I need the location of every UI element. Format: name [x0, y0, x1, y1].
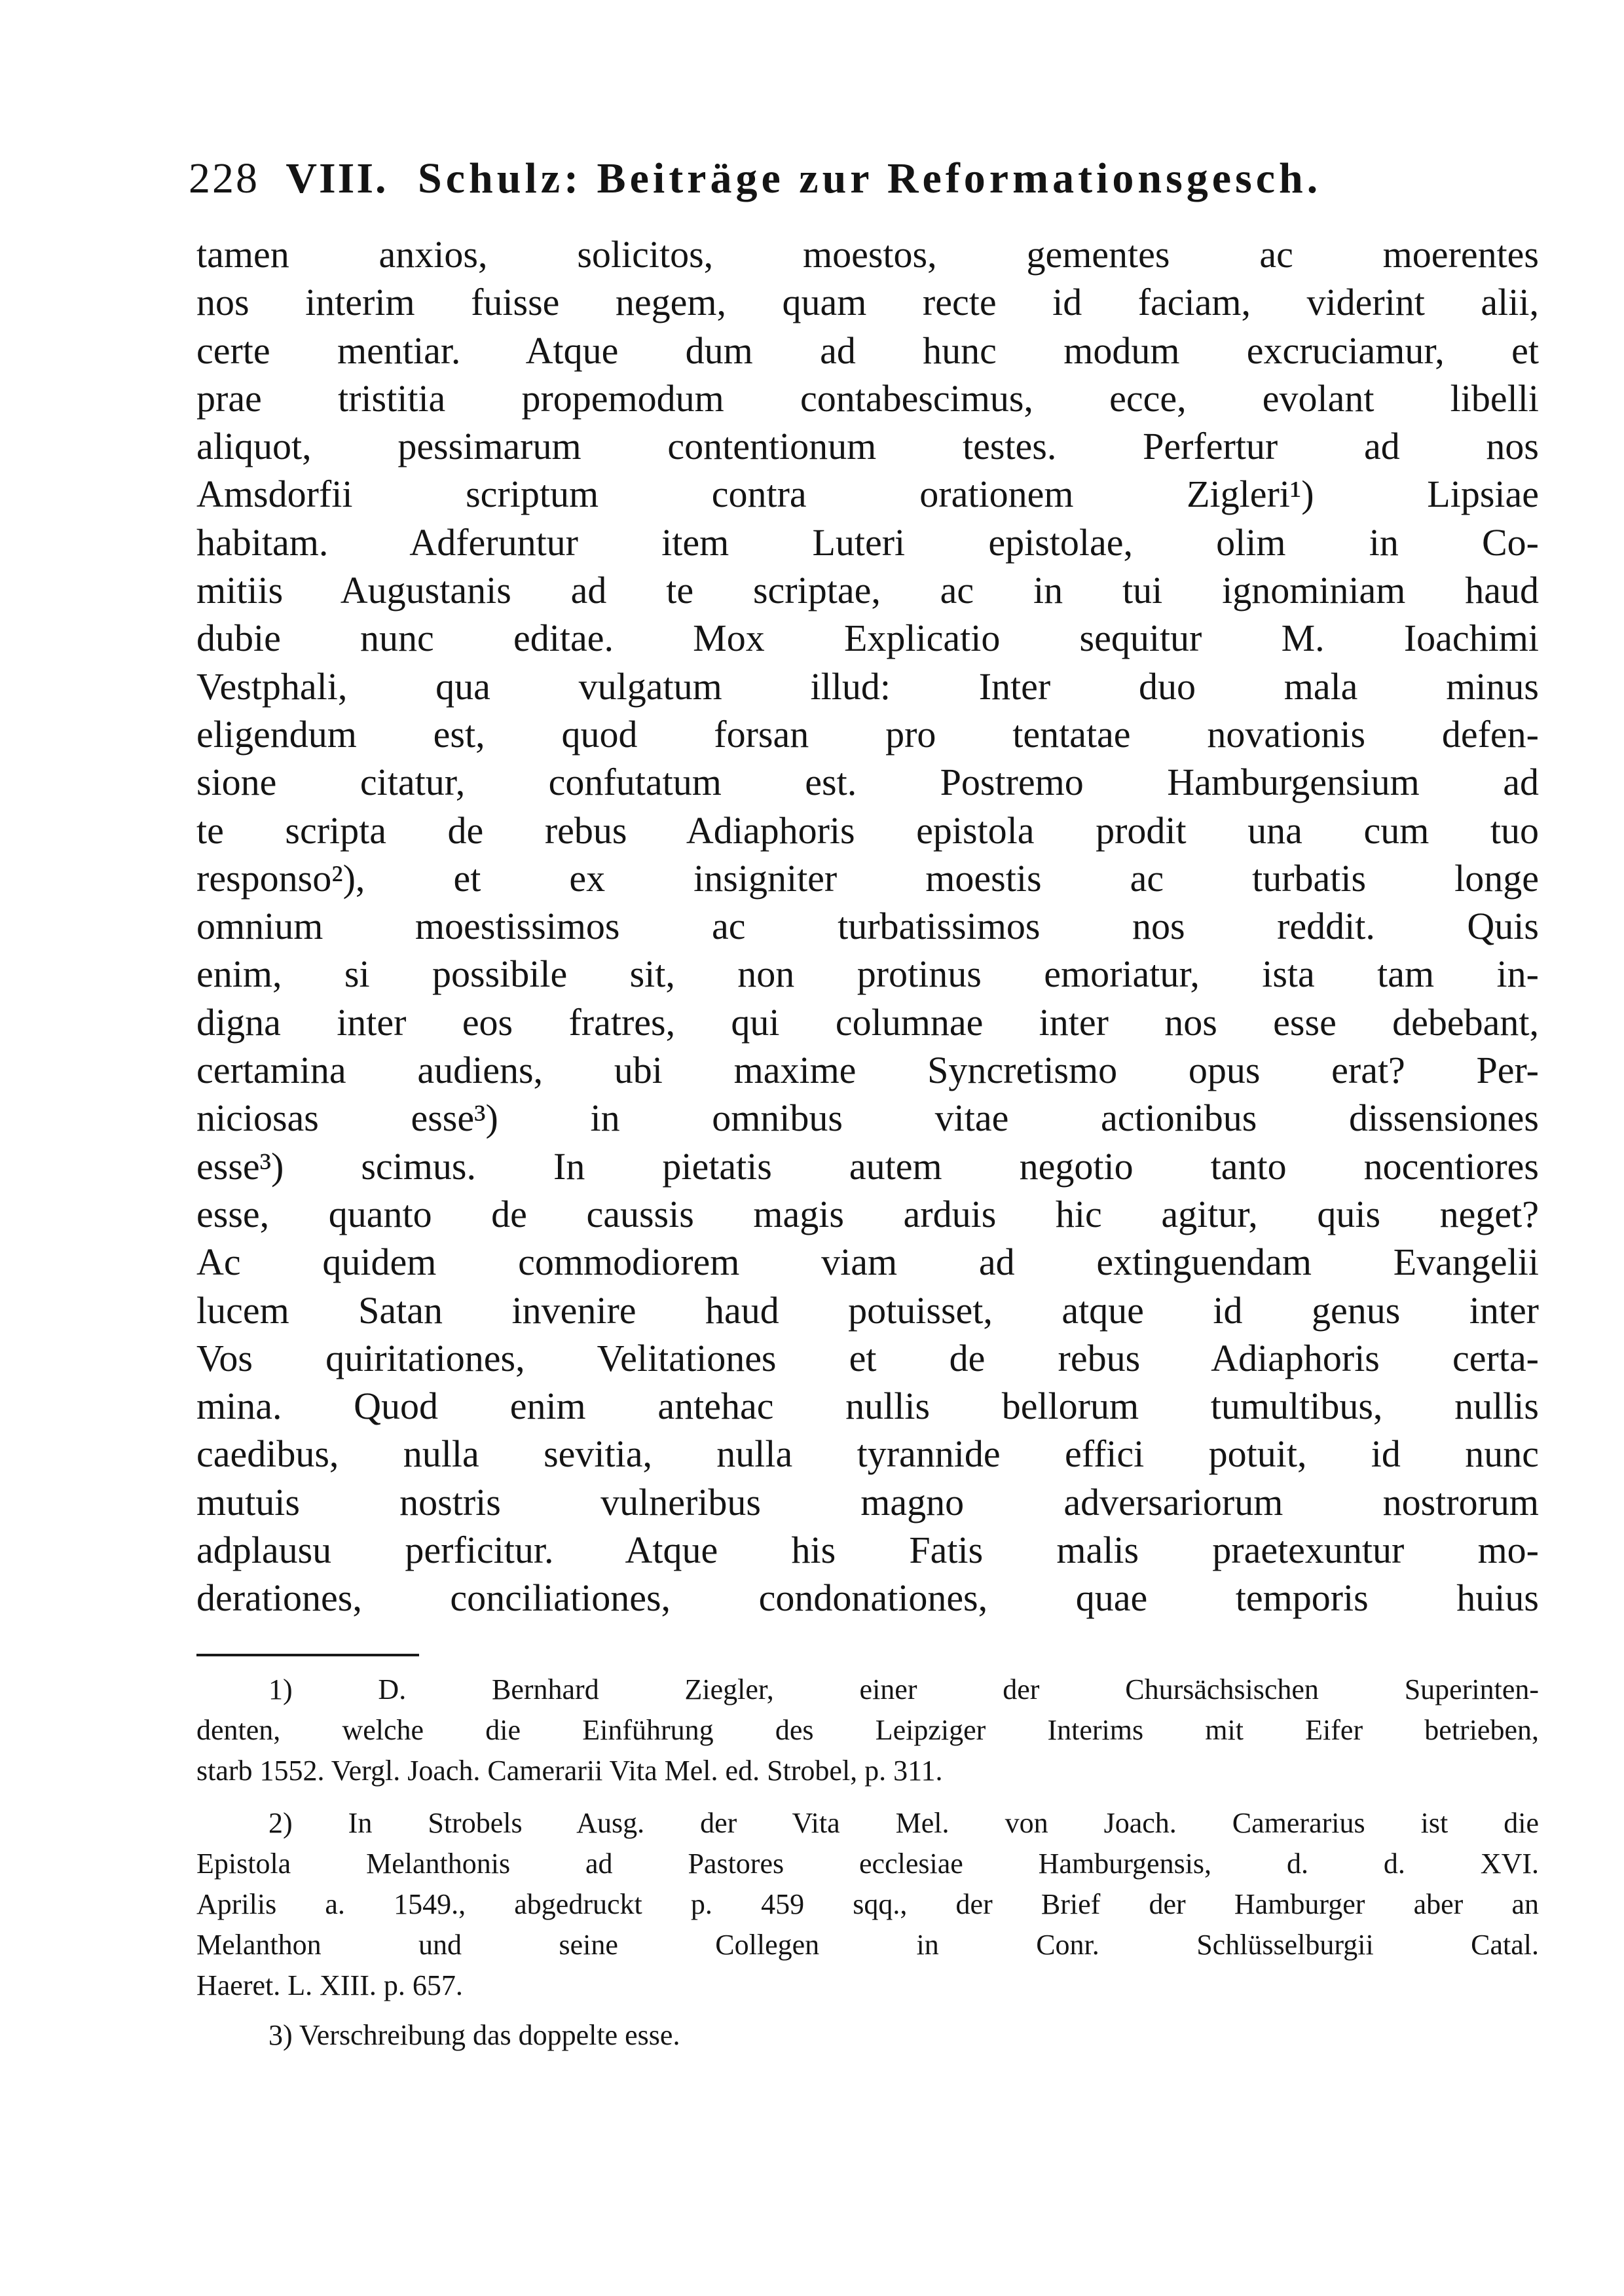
footnote-line: Epistola Melanthonis ad Pastores ecclesiae Hamburgensis, d. d. XVI. — [196, 1848, 1539, 1880]
body-line: Vestphali, qua vulgatum illud: Inter duo mala minus — [196, 665, 1539, 708]
body-line: aliquot, pessimarum contentionum testes. Perfertur ad nos — [196, 425, 1539, 468]
page-header — [189, 143, 1538, 215]
body-line: derationes, conciliationes, condonationes, quae temporis huius — [196, 1576, 1539, 1620]
body-line: prae tristitia propemodum contabescimus, ecce, evolant libelli — [196, 376, 1539, 420]
footnote-line: 1) D. Bernhard Ziegler, einer der Chursächsischen Superinten- — [268, 1673, 1539, 1705]
body-line: niciosas esse³) in omnibus vitae actionibus dissensiones — [196, 1097, 1539, 1140]
body-line: mutuis nostris vulneribus magno adversariorum nostrorum — [196, 1480, 1539, 1523]
running-title: Schulz: Beiträge zur Reformationsgesch. — [418, 155, 1322, 202]
body-line: omnium moestissimos ac turbatissimos nos reddit. Quis — [196, 905, 1539, 948]
body-text — [196, 230, 1539, 1622]
footnote-3 — [196, 2015, 1539, 2056]
body-line: tamen anxios, solicitos, moestos, gementes ac moerentes — [196, 233, 1539, 276]
body-line: responso²), et ex insigniter moestis ac turbatis longe — [196, 856, 1539, 900]
body-line: enim, si possibile sit, non protinus emoriatur, ista tam in- — [196, 953, 1539, 996]
footnote-line: denten, welche die Einführung des Leipziger Interims mit Eifer betrieben, — [196, 1714, 1539, 1746]
body-line: dubie nunc editae. Mox Explicatio sequitur M. Ioachimi — [196, 617, 1539, 660]
body-line: sione citatur, confutatum est. Postremo Hamburgensium ad — [196, 761, 1539, 804]
body-line: caedibus, nulla sevitia, nulla tyrannide effici potuit, id nunc — [196, 1432, 1539, 1476]
body-line: certe mentiar. Atque dum ad hunc modum excruciamur, et — [196, 329, 1539, 372]
body-line: certamina audiens, ubi maxime Syncretismo opus erat? Per- — [196, 1049, 1539, 1092]
body-line: habitam. Adferuntur item Luteri epistolae, olim in Co- — [196, 520, 1539, 564]
body-line: eligendum est, quod forsan pro tentatae novationis defen- — [196, 712, 1539, 756]
body-line: mina. Quod enim antehac nullis bellorum tumultibus, nullis — [196, 1385, 1539, 1428]
footnote-line: starb 1552. Vergl. Joach. Camerarii Vita Mel. ed. Strobel, p. 311. — [196, 1755, 943, 1787]
footnote-line: 2) In Strobels Ausg. der Vita Mel. von Joach. Camerarius ist die — [268, 1807, 1539, 1839]
footnotes — [196, 1669, 1539, 2056]
body-line: esse, quanto de caussis magis arduis hic agitur, quis neget? — [196, 1192, 1539, 1235]
body-line: Vos quiritationes, Velitationes et de rebus Adiaphoris certa- — [196, 1336, 1539, 1379]
footnote-line: 3) Verschreibung das doppelte esse. — [268, 2019, 680, 2051]
chapter-number: VIII. — [286, 155, 388, 202]
page-number: 228 — [189, 155, 259, 202]
body-line: Ac quidem commodiorem viam ad extinguendam Evangelii — [196, 1241, 1539, 1284]
footnote-line: Melanthon und seine Collegen in Conr. Schlüsselburgii Catal. — [196, 1929, 1539, 1961]
body-line: digna inter eos fratres, qui columnae inter nos esse debebant, — [196, 1000, 1539, 1044]
footnote-divider — [196, 1654, 419, 1656]
body-line: te scripta de rebus Adiaphoris epistola prodit una cum tuo — [196, 809, 1539, 852]
footnote-1 — [196, 1669, 1539, 1791]
body-line: adplausu perficitur. Atque his Fatis malis praetexuntur mo- — [196, 1529, 1539, 1572]
body-line: esse³) scimus. In pietatis autem negotio tanto nocentiores — [196, 1144, 1539, 1188]
body-line: mitiis Augustanis ad te scriptae, ac in tui ignominiam haud — [196, 569, 1539, 612]
footnote-2 — [196, 1803, 1539, 2006]
footnote-line: Aprilis a. 1549., abgedruckt p. 459 sqq., der Brief der Hamburger aber an — [196, 1888, 1539, 1920]
body-line: nos interim fuisse negem, quam recte id faciam, viderint alii, — [196, 281, 1539, 324]
body-line: Amsdorfii scriptum contra orationem Zigleri¹) Lipsiae — [196, 473, 1539, 516]
body-line: lucem Satan invenire haud potuisset, atque id genus inter — [196, 1288, 1539, 1332]
footnote-line: Haeret. L. XIII. p. 657. — [196, 1969, 463, 2001]
